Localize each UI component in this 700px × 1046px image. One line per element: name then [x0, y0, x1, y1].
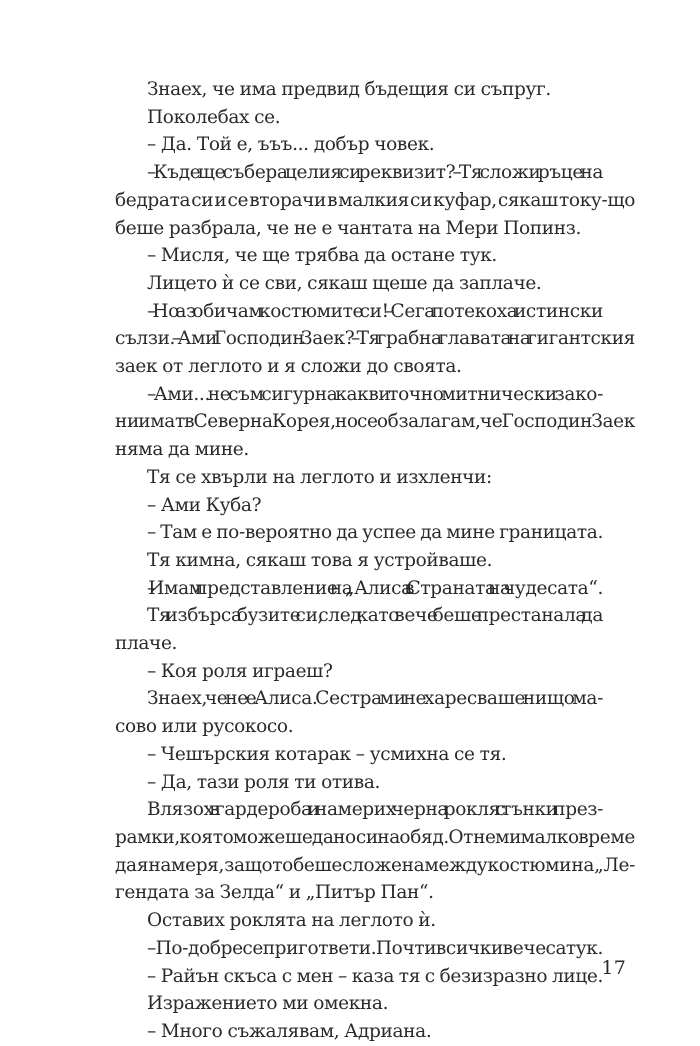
text-line: – Да. Той е, ъъъ... добър човек.	[147, 134, 435, 156]
paragraph	[115, 602, 635, 657]
paragraph	[115, 769, 635, 797]
text-line: Знаех, че има предвид бъдещия си съпруг.	[147, 79, 551, 100]
text-line: Знаех, че не е Алиса. Сестра ми не харесваше нищо ма-	[147, 688, 603, 710]
text-line: – Много съжалявам, Адриана.	[147, 1020, 432, 1042]
text-line: да я намеря, защото беше сложена между костюми на „Ле-	[115, 854, 635, 876]
paragraph	[115, 796, 635, 907]
text-line: Влязох в гардероба и намерих черна рокля с тънки през-	[147, 799, 603, 821]
text-line: – Райън скъса с мен – каза тя с безизразно лице.	[147, 965, 603, 987]
text-line: ни имат в Северна Корея, но се обзалагам, че Господин Заек	[115, 411, 635, 433]
paragraph	[115, 242, 635, 270]
text-line: – Коя роля играеш?	[147, 660, 333, 682]
text-line: – Там е по-вероятно да успее да мине границата.	[147, 522, 603, 544]
paragraph	[115, 159, 635, 242]
paragraph	[115, 270, 635, 298]
paragraph	[115, 104, 635, 132]
text-line: Поколебах се.	[147, 106, 281, 128]
text-line: – Чешърския котарак – усмихна се тя.	[147, 743, 507, 765]
text-line: Изражението ми омекна.	[147, 993, 389, 1015]
text-line: – Мисля, че ще трябва да остане тук.	[147, 245, 497, 267]
paragraph	[115, 1018, 635, 1046]
paragraph	[115, 547, 635, 575]
paragraph	[115, 298, 635, 381]
page-number: 17	[601, 957, 626, 979]
text-line: Лицето ѝ се сви, сякаш щеше да заплаче.	[147, 272, 542, 294]
text-line: – Къде ще събера целия си реквизит? – Тя сложи ръце на	[147, 162, 603, 184]
paragraph	[115, 381, 635, 464]
paragraph	[115, 492, 635, 520]
paragraph	[115, 935, 635, 963]
paragraph	[115, 519, 635, 547]
paragraph	[115, 990, 635, 1018]
text-line: няма да мине.	[115, 439, 249, 461]
paragraph	[115, 685, 635, 740]
text-line: плаче.	[115, 633, 178, 655]
paragraph	[115, 464, 635, 492]
text-line: – Да, тази роля ти отива.	[147, 771, 381, 793]
paragraph	[115, 575, 635, 603]
text-line: – Ами... не съм сигурна какви точно митнически зако-	[147, 383, 603, 405]
text-line: – По-добре се пригответи. Почти всички вече са тук.	[147, 937, 603, 959]
paragraph	[115, 658, 635, 686]
text-line: беше разбрала, че не е чантата на Мери Попинз.	[115, 217, 581, 239]
text-line: Оставих роклята на леглото ѝ.	[147, 910, 436, 932]
paragraph	[115, 741, 635, 769]
text-line: сово или русокосо.	[115, 716, 294, 738]
text-line: рамки, която можеше да носи на обяд. Отне ми малко време	[115, 826, 635, 848]
text-line: Тя се хвърли на леглото и изхленчи:	[147, 466, 492, 488]
text-line: заек от леглото и я сложи до своята.	[115, 356, 462, 378]
text-line: гендата за Зелда“ и „Питър Пан“.	[115, 882, 434, 904]
text-line: – Ами Куба?	[147, 494, 262, 516]
text-line: сълзи. – Ами Господин Заек? – Тя грабна главата на гигантския	[115, 328, 635, 350]
body-text	[115, 76, 635, 1046]
text-line: бедрата си и се вторачи в малкия си куфар, сякаш току-що	[115, 189, 635, 211]
text-line: Тя избърса бузите си, след като вече беше престанала да	[147, 605, 603, 627]
text-line: Тя кимна, сякаш това я устройваше.	[147, 549, 493, 571]
text-line: – Имам представление на „Алиса в Страната на чудесата“.	[147, 577, 603, 599]
paragraph	[115, 76, 635, 104]
paragraph	[115, 963, 635, 991]
paragraph	[115, 131, 635, 159]
paragraph	[115, 907, 635, 935]
text-line: – Но аз обичам костюмите си! – Сега потекоха истински	[147, 300, 603, 322]
